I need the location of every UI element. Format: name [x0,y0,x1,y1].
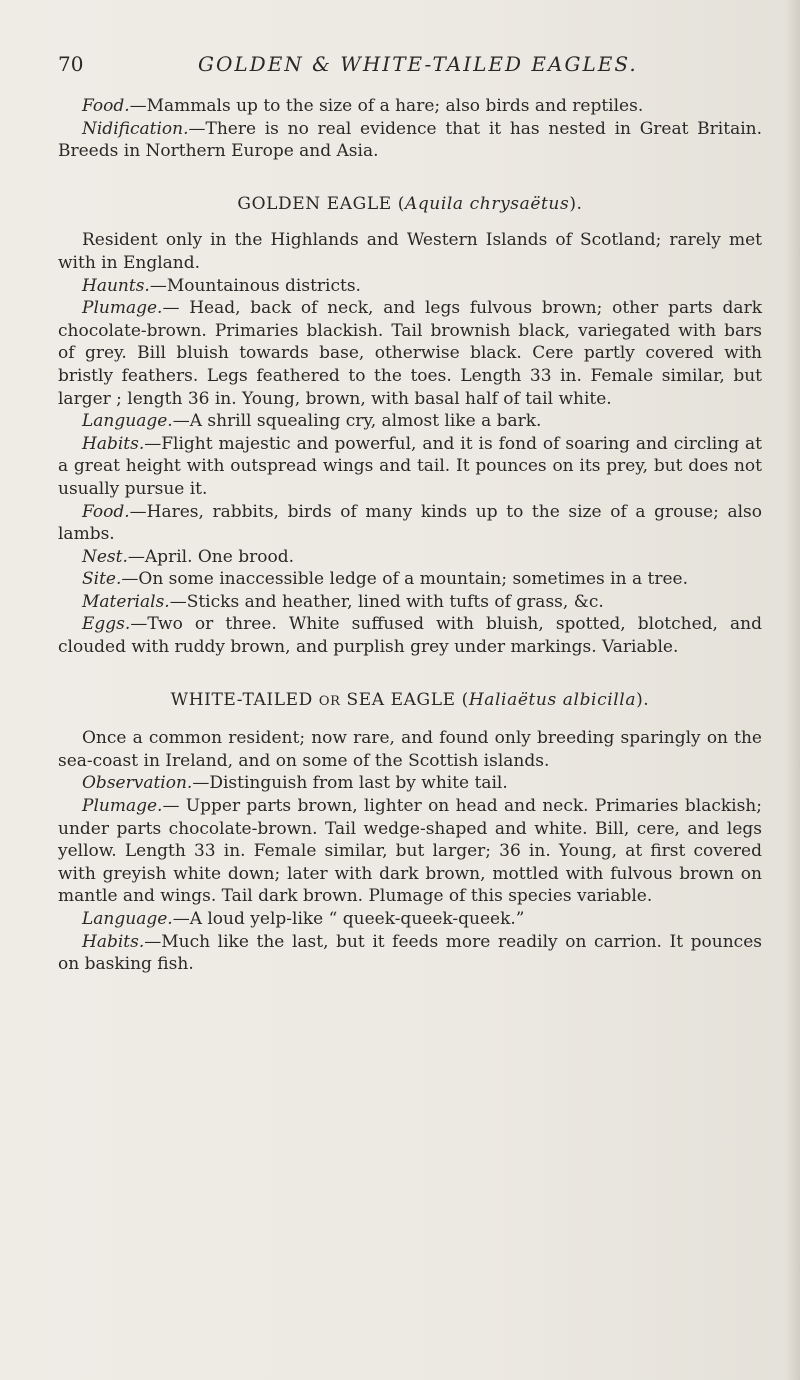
entry-text: —Flight majestic and powerful, and it is fond of soaring and circling at a great height with outspread wings and tail. It pounces on its prey, but does not usually pursue it. [58,433,762,499]
entry-text: —On some inaccessible ledge of a mountain; sometimes in a tree. [121,569,688,590]
heading-or: OR [318,693,341,709]
heading-end: ). [636,689,650,710]
entry-label: Language. [82,909,173,929]
entry-resident: Once a common resident; now rare, and found only breeding sparingly on the sea-coast in Ireland, and on some of the Scottish islands. [58,728,762,771]
entry-text: —April. One brood. [127,546,294,567]
entry-resident: Resident only in the Highlands and Western Islands of Scotland; rarely met with in England. [58,230,762,273]
heading-name-2: SEA EAGLE ( [346,689,469,710]
page-number: 70 [58,52,84,76]
page-edge-shadow [786,0,800,1380]
entry-text: —Sticks and heather, lined with tufts of grass, &c. [169,591,604,612]
entry-nest [58,546,762,569]
entry-text: —Distinguish from last by white tail. [192,773,508,794]
entry-label: Nest. [82,546,128,567]
scientific-name: Aquila chrysaëtus [404,193,570,214]
entry-label: Site. [82,569,122,590]
entry-food [58,95,762,118]
entry-text: —Mountainous districts. [149,275,361,296]
entry-plumage [58,795,762,908]
entry-label: Food. [82,501,130,522]
entry-nidification [58,118,762,163]
entry-label: Habits. [82,931,145,952]
entry-language [58,908,762,931]
entry-text: —A loud yelp-like “ queek-queek-queek.” [172,909,525,929]
entry-text: —A shrill squealing cry, almost like a bark. [172,411,542,432]
entry-site [58,568,762,591]
entry-label: Haunts. [82,275,150,296]
entry-label: Plumage. [82,298,163,319]
heading-end: ). [569,193,583,214]
entry-observation [58,772,762,795]
entry-label: Habits. [82,433,145,454]
entry-text: —There is no real evidence that it has nested in Great Britain. Breeds in Northern Europe and Asia. [58,118,762,162]
entry-materials [58,591,762,614]
entry-label: Nidification. [82,118,189,139]
entry-text: — Upper parts brown, lighter on head and neck. Primaries blackish; under parts chocolate-brown. Tail wedge-shaped and white. Bill, cere, and legs yellow. Length 33 in. Female similar, but larger; 36 in. Young, at first covered with greyish white down; later with dark brown, mottled with fulvous brown on mantle and wings. Tail dark brown. Plumage of this species variable. [58,796,762,907]
entry-text: —Mammals up to the size of a hare; also birds and reptiles. [129,96,644,116]
entry-text: —Much like the last, but it feeds more readily on carrion. It pounces on basking fish. [58,931,762,975]
section-heading-white-tailed-eagle [58,689,762,714]
entry-label: Plumage. [82,796,163,817]
body-text [58,95,762,976]
entry-label: Observation. [82,773,193,794]
entry-label: Materials. [82,591,170,612]
entry-text: —Hares, rabbits, birds of many kinds up to the size of a grouse; also lambs. [58,501,762,545]
running-title: GOLDEN & WHITE-TAILED EAGLES. [198,52,638,76]
entry-food [58,501,762,546]
entry-plumage [58,297,762,410]
heading-name: WHITE-TAILED [170,689,313,710]
running-head [58,44,758,84]
entry-language [58,410,762,433]
entry-eggs [58,613,762,658]
entry-haunts [58,275,762,298]
scientific-name: Haliaëtus albicilla [468,689,637,710]
entry-habits [58,931,762,976]
entry-text: —Two or three. White suffused with bluish, spotted, blotched, and clouded with ruddy brown, and purplish grey under markings. Variable. [58,614,762,658]
entry-habits [58,433,762,501]
entry-text: — Head, back of neck, and legs fulvous brown; other parts dark chocolate-brown. Primaries blackish. Tail brownish black, variegated with bars of grey. Bill bluish towards base, otherwise black. Cere partly covered with bristly feathers. Legs feathered to the toes. Length 33 in. Female similar, but larger ; length 36 in. Young, brown, with basal half of tail white. [58,298,762,409]
heading-name: GOLDEN EAGLE ( [237,193,405,214]
entry-label: Language. [82,411,173,432]
section-heading-golden-eagle [58,193,762,216]
entry-label: Eggs. [82,614,131,635]
entry-label: Food. [82,96,130,116]
